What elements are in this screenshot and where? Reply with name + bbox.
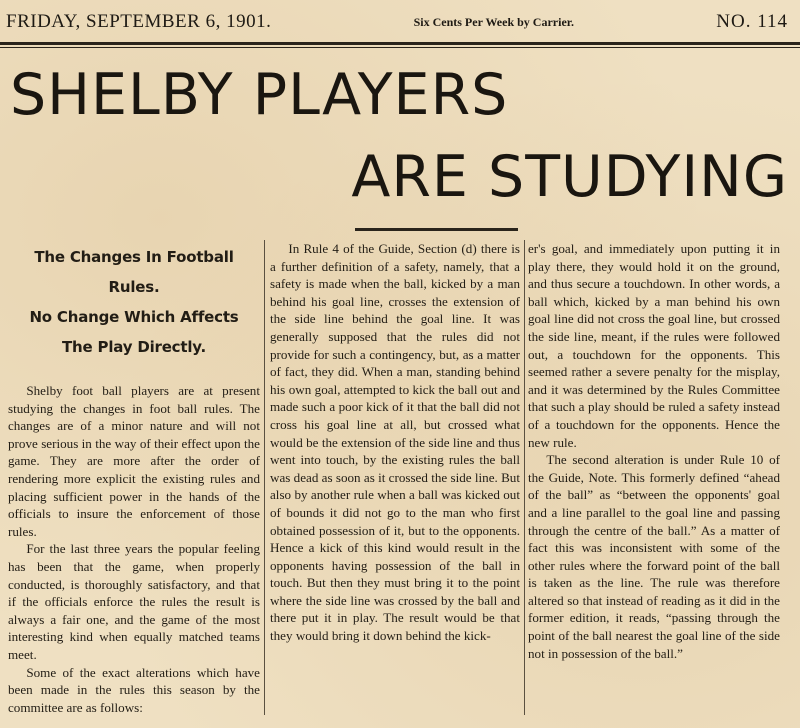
column-1 [8, 240, 260, 716]
headline-line-2: ARE STUDYING [351, 144, 788, 210]
price-line: Six Cents Per Week by Carrier. [413, 14, 575, 29]
column-divider-1 [264, 240, 265, 715]
headline-line-1: SHELBY PLAYERS [10, 62, 509, 128]
column-1-paragraph-1: Shelby foot ball players are at present studying the changes in foot ball rules. The changes are of a minor nature and will not prove serious in the way of their effect upon the game. They are more after the order of rendering more explicit the existing rules and placing sufficient power in the hands of the officials to insure the enforcement of those rules. [8, 383, 260, 539]
column-3-paragraph-1: er's goal, and immediately upon putting it in play there, they would hold it on the ground, and thus secure a touchdown. In other words, a ball which, kicked by a man behind his own goal line did not cross the goal line, but crossed the side line, meant, if the rules were followed out, a touchdown for the opponents. This seemed rather a severe penalty for the misplay, and it was determined by the Rules Committee that such a play should be ruled a safety instead of a touchdown for the opponents. Hence the new rule. [528, 241, 780, 450]
headline [0, 52, 800, 222]
column-2-paragraph-1: In Rule 4 of the Guide, Section (d) there is a further definition of a safety, namely, that a safety is made when the ball, kicked by a man behind his goal line, crosses the extension of the side line behind the goal line. It was generally supposed that the rules did not provide for such a contingency, but, as a matter of fact, they did. When a man, standing behind his own goal, attempted to kick the ball out and made such a poor kick of it that the ball did not cross his goal line at all, but crossed what would be the extension of the side line and thus went into touch, by the existing rules the ball was dead as soon as it crossed the side line. But also by another rule when a ball was kicked out of bounds it did not go to the man who first obtained possession of it, but to the opponents. Hence a kick of this kind would result in the opponents having possession of the ball in touch. But then they must bring it to the point where the side line was crossed by the ball and there put it in play. The result would be that they would bring it down behind the kick- [270, 241, 520, 644]
issue-date: FRIDAY, SEPTEMBER 6, 1901. [6, 11, 272, 32]
column-divider-2 [524, 240, 525, 715]
column-3-paragraph-2: The second alteration is under Rule 10 of the Guide, Note. This formerly defined “ahead of the ball” as “between the opponents' goal and a line parallel to the goal line and passing through the centre of the ball.” As a matter of fact this was inconsistent with some of the other rules where the forward point of the ball is taken as the line. The rule was therefore altered so that instead of reading as it did in the former edition, it reads, “passing through the point of the ball nearest the goal line of the side not in possession of the ball.” [528, 452, 780, 661]
issue-number: NO. 114 [716, 11, 788, 32]
headline-divider [355, 228, 518, 231]
column-1-paragraph-2: For the last three years the popular feeling has been that the game, when properly conducted, is thoroughly satisfactory, and that if the officials enforce the rules the result is always a fair one, and the game of the most interesting kind when equally matched teams meet. [8, 541, 260, 662]
subheadline [8, 242, 260, 362]
masthead-rule-thin [0, 47, 800, 48]
masthead [6, 4, 794, 40]
subheadline-line-2: No Change Which Affects [29, 308, 239, 326]
column-2 [270, 240, 520, 645]
column-3 [528, 240, 780, 662]
subheadline-line-1: The Changes In Football Rules. [34, 248, 234, 296]
column-1-paragraph-3: Some of the exact alterations which have been made in the rules this season by the committee are as follows: [8, 664, 260, 715]
masthead-rule-thick [0, 42, 800, 45]
subheadline-line-3: The Play Directly. [62, 338, 206, 356]
